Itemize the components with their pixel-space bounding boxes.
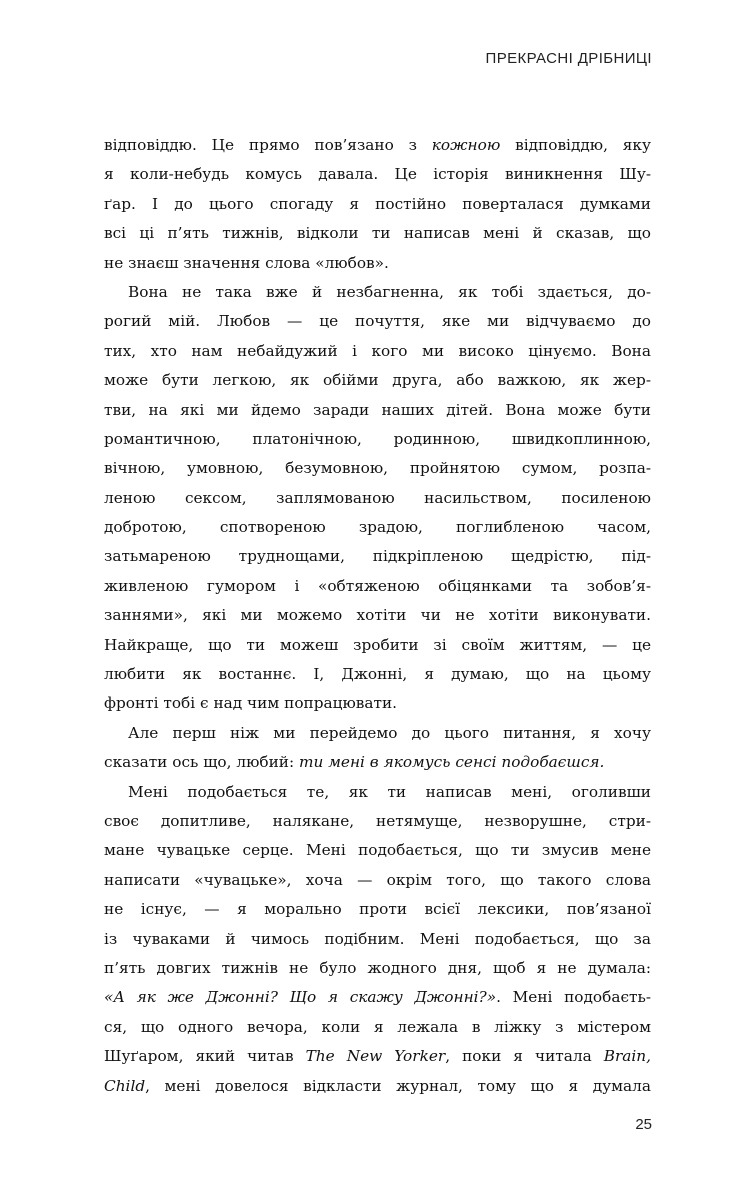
text-line [104, 307, 651, 336]
text-line [104, 954, 651, 983]
text-segment: тви, на які ми йдемо заради наших дітей. Вона може бути [104, 400, 651, 419]
text-line [104, 778, 651, 807]
text-line [104, 278, 651, 307]
body-text [104, 131, 651, 1101]
text-segment: романтичною, платонічною, родинною, швидкоплинною, [104, 429, 651, 448]
text-segment: , мені довелося відкласти журнал, тому що я думала [145, 1076, 651, 1095]
text-line [104, 748, 651, 777]
text-segment: рогий мій. Любов — це почуття, яке ми відчуваємо до [104, 312, 651, 331]
text-line [104, 160, 651, 189]
text-segment: фронті тобі є над чим попрацювати. [104, 694, 398, 713]
page-number: 25 [635, 1116, 652, 1133]
text-segment: . Мені подобаєть- [496, 988, 651, 1007]
text-segment: Вона не така вже й незбагненна, як тобі здається, до- [128, 282, 651, 301]
text-line [104, 1013, 651, 1042]
text-line [104, 601, 651, 630]
italic-segment: The New Yorker [305, 1047, 446, 1066]
italic-segment: Child [104, 1076, 146, 1095]
italic-segment: ти мені в якомусь сенсі подобаєшся. [299, 753, 605, 772]
text-segment: відповіддю, яку [500, 136, 651, 154]
text-line [104, 131, 651, 160]
text-segment: мане чувацьке серце. Мені подобається, що ти змусив мене [104, 841, 651, 860]
text-line [104, 219, 651, 248]
text-line [104, 836, 651, 865]
text-line [104, 807, 651, 836]
text-line [104, 454, 651, 483]
text-line [104, 366, 651, 395]
italic-segment: «А як же Джонні? Що я скажу Джонні?» [104, 988, 497, 1007]
text-segment: вічною, умовною, безумовною, пройнятою сумом, розпа- [104, 459, 651, 478]
text-segment: своє допитливе, налякане, нетямуще, незворушне, стри- [104, 811, 651, 830]
text-line [104, 689, 651, 718]
text-line [104, 572, 651, 601]
text-segment: Шуґаром, який читав [104, 1047, 306, 1066]
text-segment: Мені подобається те, як ти написав мені, оголивши [128, 782, 651, 801]
text-line [104, 895, 651, 924]
text-segment: добротою, спотвореною зрадою, поглибленою часом, [104, 518, 651, 537]
text-segment: ґар. І до цього спогаду я постійно поверталася думками [104, 194, 651, 213]
text-line [104, 1072, 651, 1101]
text-segment: написати «чувацьке», хоча — окрім того, що такого слова [104, 870, 651, 889]
text-segment: не існує, — я морально проти всієї лексики, пов’язаної [104, 900, 651, 919]
text-segment: затьмареною труднощами, підкріпленою щедрістю, під- [104, 547, 651, 566]
text-segment: відповіддю. Це прямо пов’язано з [104, 136, 432, 154]
text-line [104, 542, 651, 571]
text-line [104, 925, 651, 954]
italic-segment: Brain, [603, 1047, 651, 1066]
text-line [104, 719, 651, 748]
text-line [104, 337, 651, 366]
text-segment: ся, що одного вечора, коли я лежала в ліжку з містером [104, 1017, 651, 1036]
text-line [104, 660, 651, 689]
text-line [104, 513, 651, 542]
text-segment: леною сексом, заплямованою насильством, посиленою [104, 488, 651, 507]
text-line [104, 866, 651, 895]
running-head: ПРЕКРАСНІ ДРІБНИЦІ [485, 50, 652, 67]
text-line [104, 484, 651, 513]
text-line [104, 249, 651, 278]
text-segment: із чуваками й чимось подібним. Мені подобається, що за [104, 929, 651, 948]
text-segment: живленою гумором і «обтяженою обіцянками та зобов’я- [104, 576, 651, 595]
text-segment: не знаєш значення слова «любов». [104, 253, 389, 272]
text-segment: , поки я читала [445, 1047, 604, 1066]
text-segment: заннями», які ми можемо хотіти чи не хотіти виконувати. [104, 606, 651, 625]
text-line [104, 396, 651, 425]
text-segment: тих, хто нам небайдужий і кого ми високо цінуємо. Вона [104, 341, 651, 360]
text-segment: може бути легкою, як обійми друга, або важкою, як жер- [104, 371, 651, 390]
text-segment: п’ять довгих тижнів не було жодного дня, щоб я не думала: [104, 958, 651, 977]
text-segment: любити як востаннє. І, Джонні, я думаю, що на цьому [104, 665, 651, 684]
text-line [104, 983, 651, 1012]
italic-segment: кожною [431, 136, 501, 154]
text-segment: Найкраще, що ти можеш зробити зі своїм життям, — це [104, 635, 651, 654]
text-segment: Але перш ніж ми перейдемо до цього питання, я хочу [128, 723, 651, 742]
text-segment: всі ці п’ять тижнів, відколи ти написав мені й сказав, що [104, 224, 651, 243]
text-segment: я коли-небудь комусь давала. Це історія виникнення Шу- [104, 165, 651, 184]
text-segment: сказати ось що, любий: [104, 753, 300, 772]
text-line [104, 190, 651, 219]
text-line [104, 631, 651, 660]
text-line [104, 1042, 651, 1071]
text-line [104, 425, 651, 454]
